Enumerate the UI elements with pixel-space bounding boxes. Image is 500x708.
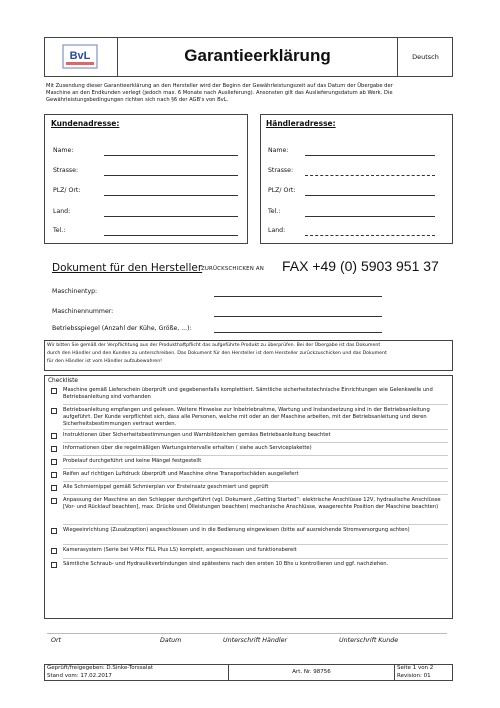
customer-phone-label: Tel.: — [53, 227, 66, 234]
fax-number: FAX +49 (0) 5903 951 37 — [282, 258, 439, 274]
checkbox-10[interactable] — [51, 548, 57, 554]
checkbox-4[interactable] — [51, 446, 57, 452]
checklist-item-1: Maschine gemäß Lieferschein überprüft und gegebenenfalls komplettiert. Sämtliche sicherheitstechnische Einrichtungen wie Gelenkwelle und Betriebsanleitung sind vorhanden — [63, 387, 433, 400]
checkbox-11[interactable] — [51, 562, 57, 568]
dealer-name-field[interactable] — [305, 155, 435, 156]
checkbox-9[interactable] — [51, 528, 57, 534]
notice-line-3: für den Händler ist vom Händler aufzubewahren! — [47, 359, 163, 364]
dealer-street-label: Strasse: — [268, 167, 294, 174]
footer-page: Seite 1 von 2 — [397, 665, 434, 671]
checkbox-3[interactable] — [51, 433, 57, 439]
checklist-item-4: Informationen über die regelmäßigen Wartungsintervalle erhalten ( siehe auch Serviceplakette) — [63, 445, 312, 451]
checklist-item-11: Sämtliche Schraub- und Hydraulikverbindungen sind spätestens nach den ersten 10 Bhs u kontrollieren und ggf. nachziehen. — [63, 561, 389, 567]
send-back-label: ZURÜCKSCHICKEN AN — [201, 266, 265, 272]
dealer-street-field[interactable] — [305, 175, 435, 176]
footer-checked-by: Geprüft/freigegeben: D.Sinke-Torssalat — [47, 665, 153, 671]
checklist-item-6: Reifen auf richtigen Luftdruck überprüft und Maschine ohne Transportschäden ausgeliefert — [63, 471, 299, 477]
dealer-phone-field[interactable] — [305, 216, 435, 217]
customer-heading: Kundenadresse: — [51, 119, 120, 128]
separator — [63, 429, 448, 430]
signature-line — [47, 633, 447, 634]
checkbox-5[interactable] — [51, 459, 57, 465]
checklist-item-9: Wiegeeinrichtung (Zusatzoption) angeschlossen und in die Bedienung eingewiesen (bitte auf ausreichende Stromversorgung achten) — [63, 527, 410, 533]
checklist-item-2: Betriebsanleitung empfangen und gelesen. Weitere Hinweise zur Inbetriebnahme, Wartung und Instandsetzung sind in der Betriebsanleitung aufgeführt. Der Kunde verpflichtet sich, dass alle Personen, welche mit oder an der Maschine arbeiten, mit der Betriebsanleitung und deren Sicherheitsbestimmungen vertraut werden. — [63, 407, 430, 427]
checklist-item-8: Anpassung der Maschine an den Schlepper durchgeführt (vgl. Dokument „Getting Started“: elektrische Anschlüsse 12V, hydraulische Anschlüsse [Vor- und Rücklauf beachten], max. Drücke und Ölleistungen beachten) mechanische Anschlüsse, waagerechte Position der Maschine beachten) — [63, 497, 441, 510]
footer-revision: Revision: 01 — [397, 673, 431, 679]
language-label: Deutsch — [412, 53, 439, 61]
intro-line-1: Mit Zusendung dieser Garantieerklärung an den Hersteller wird der Beginn der Gewährleistungszeit auf das Datum der Übergabe der — [46, 83, 393, 89]
intro-line-2: Maschine an den Endkunden verlegt (jedoch max. 6 Monate nach Auslieferung). Ansonsten gilt das Auslieferungsdatum ab Werk. Die — [46, 90, 393, 96]
customer-country-field[interactable] — [104, 216, 238, 217]
dealer-country-field[interactable] — [305, 235, 435, 236]
footer-article-number: Art. Nr. 98756 — [292, 669, 331, 675]
manufacturer-document-label: Dokument für den Hersteller — [52, 262, 203, 274]
customer-street-field[interactable] — [104, 175, 238, 176]
footer-date: Stand vom: 17.02.2017 — [47, 673, 112, 679]
notice-line-1: Wir bitten Sie gemäß der Verpflichtung aus der Produkthaftpflicht das aufgeführte Produkt zu überprüfen. Bei der Übergabe ist das Dokument — [47, 343, 381, 348]
operation-profile-field[interactable] — [214, 332, 382, 333]
dealer-phone-label: Tel.: — [268, 208, 281, 215]
customer-zip-city-label: PLZ/ Ort: — [53, 187, 81, 194]
page-title: Garantieerklärung — [184, 46, 331, 65]
customer-phone-field[interactable] — [104, 235, 238, 236]
customer-zip-city-field[interactable] — [104, 195, 238, 196]
separator — [63, 442, 448, 443]
checklist-item-5: Probelauf durchgeführt und keine Mängel festgestellt — [63, 458, 202, 464]
separator — [63, 558, 448, 559]
customer-name-field[interactable] — [104, 155, 238, 156]
separator — [63, 455, 448, 456]
checklist-title: Checkliste — [48, 378, 78, 384]
separator — [63, 544, 448, 545]
checkbox-6[interactable] — [51, 472, 57, 478]
checkbox-1[interactable] — [51, 388, 57, 394]
separator — [63, 468, 448, 469]
operation-profile-label: Betriebsspiegel (Anzahl der Kühe, Größe, ...): — [52, 325, 192, 332]
logo-text: BvL — [69, 50, 91, 62]
dealer-zip-city-label: PLZ/ Ort: — [268, 187, 296, 194]
checklist-item-3: Instruktionen über Sicherheitsbestimmungen und Warnbildzeichen gemäss Betriebsanleitung beachtet — [63, 432, 331, 438]
separator — [63, 404, 448, 405]
machine-type-label: Maschinentyp: — [52, 288, 98, 295]
notice-line-2: durch den Händler und den Kunden zu unterschreiben. Das Dokument für den Hersteller ist dem Hersteller zurückzuschicken und das Dokument — [47, 351, 387, 356]
customer-name-label: Name: — [53, 147, 74, 154]
checklist-item-10: Kamerasystem (Serie bei V-Mix FILL Plus LS) komplett, angeschlossen und funktionsbereit — [63, 547, 297, 553]
machine-type-field[interactable] — [214, 296, 382, 297]
dealer-address-box — [260, 114, 453, 244]
footer-divider-2 — [394, 664, 395, 681]
machine-number-label: Maschinennummer: — [52, 308, 114, 315]
checkbox-8[interactable] — [51, 498, 57, 504]
separator — [63, 481, 448, 482]
checklist-item-7: Alle Schmiernippel gemäß Schmierplan vor Ersteinsatz geschmiert und geprüft — [63, 484, 269, 490]
checkbox-7[interactable] — [51, 485, 57, 491]
intro-line-3: Gewährleistungsbedingungen richten sich nach §6 der AGB's von BvL. — [46, 97, 229, 103]
customer-country-label: Land: — [53, 208, 71, 215]
dealer-name-label: Name: — [268, 147, 289, 154]
dealer-zip-city-field[interactable] — [305, 195, 435, 196]
separator — [63, 494, 448, 495]
customer-address-box — [44, 114, 248, 244]
separator — [63, 524, 448, 525]
customer-street-label: Strasse: — [53, 167, 79, 174]
signature-date-label: Datum — [160, 637, 182, 644]
signature-customer-label: Unterschrift Kunde — [339, 637, 399, 644]
checkbox-2[interactable] — [51, 408, 57, 414]
signature-place-label: Ort — [51, 637, 62, 644]
signature-dealer-label: Unterschrift Händler — [223, 637, 288, 644]
dealer-heading: Händleradresse: — [266, 119, 336, 128]
bvl-logo — [62, 43, 98, 70]
machine-number-field[interactable] — [214, 316, 382, 317]
dealer-country-label: Land: — [268, 227, 286, 234]
